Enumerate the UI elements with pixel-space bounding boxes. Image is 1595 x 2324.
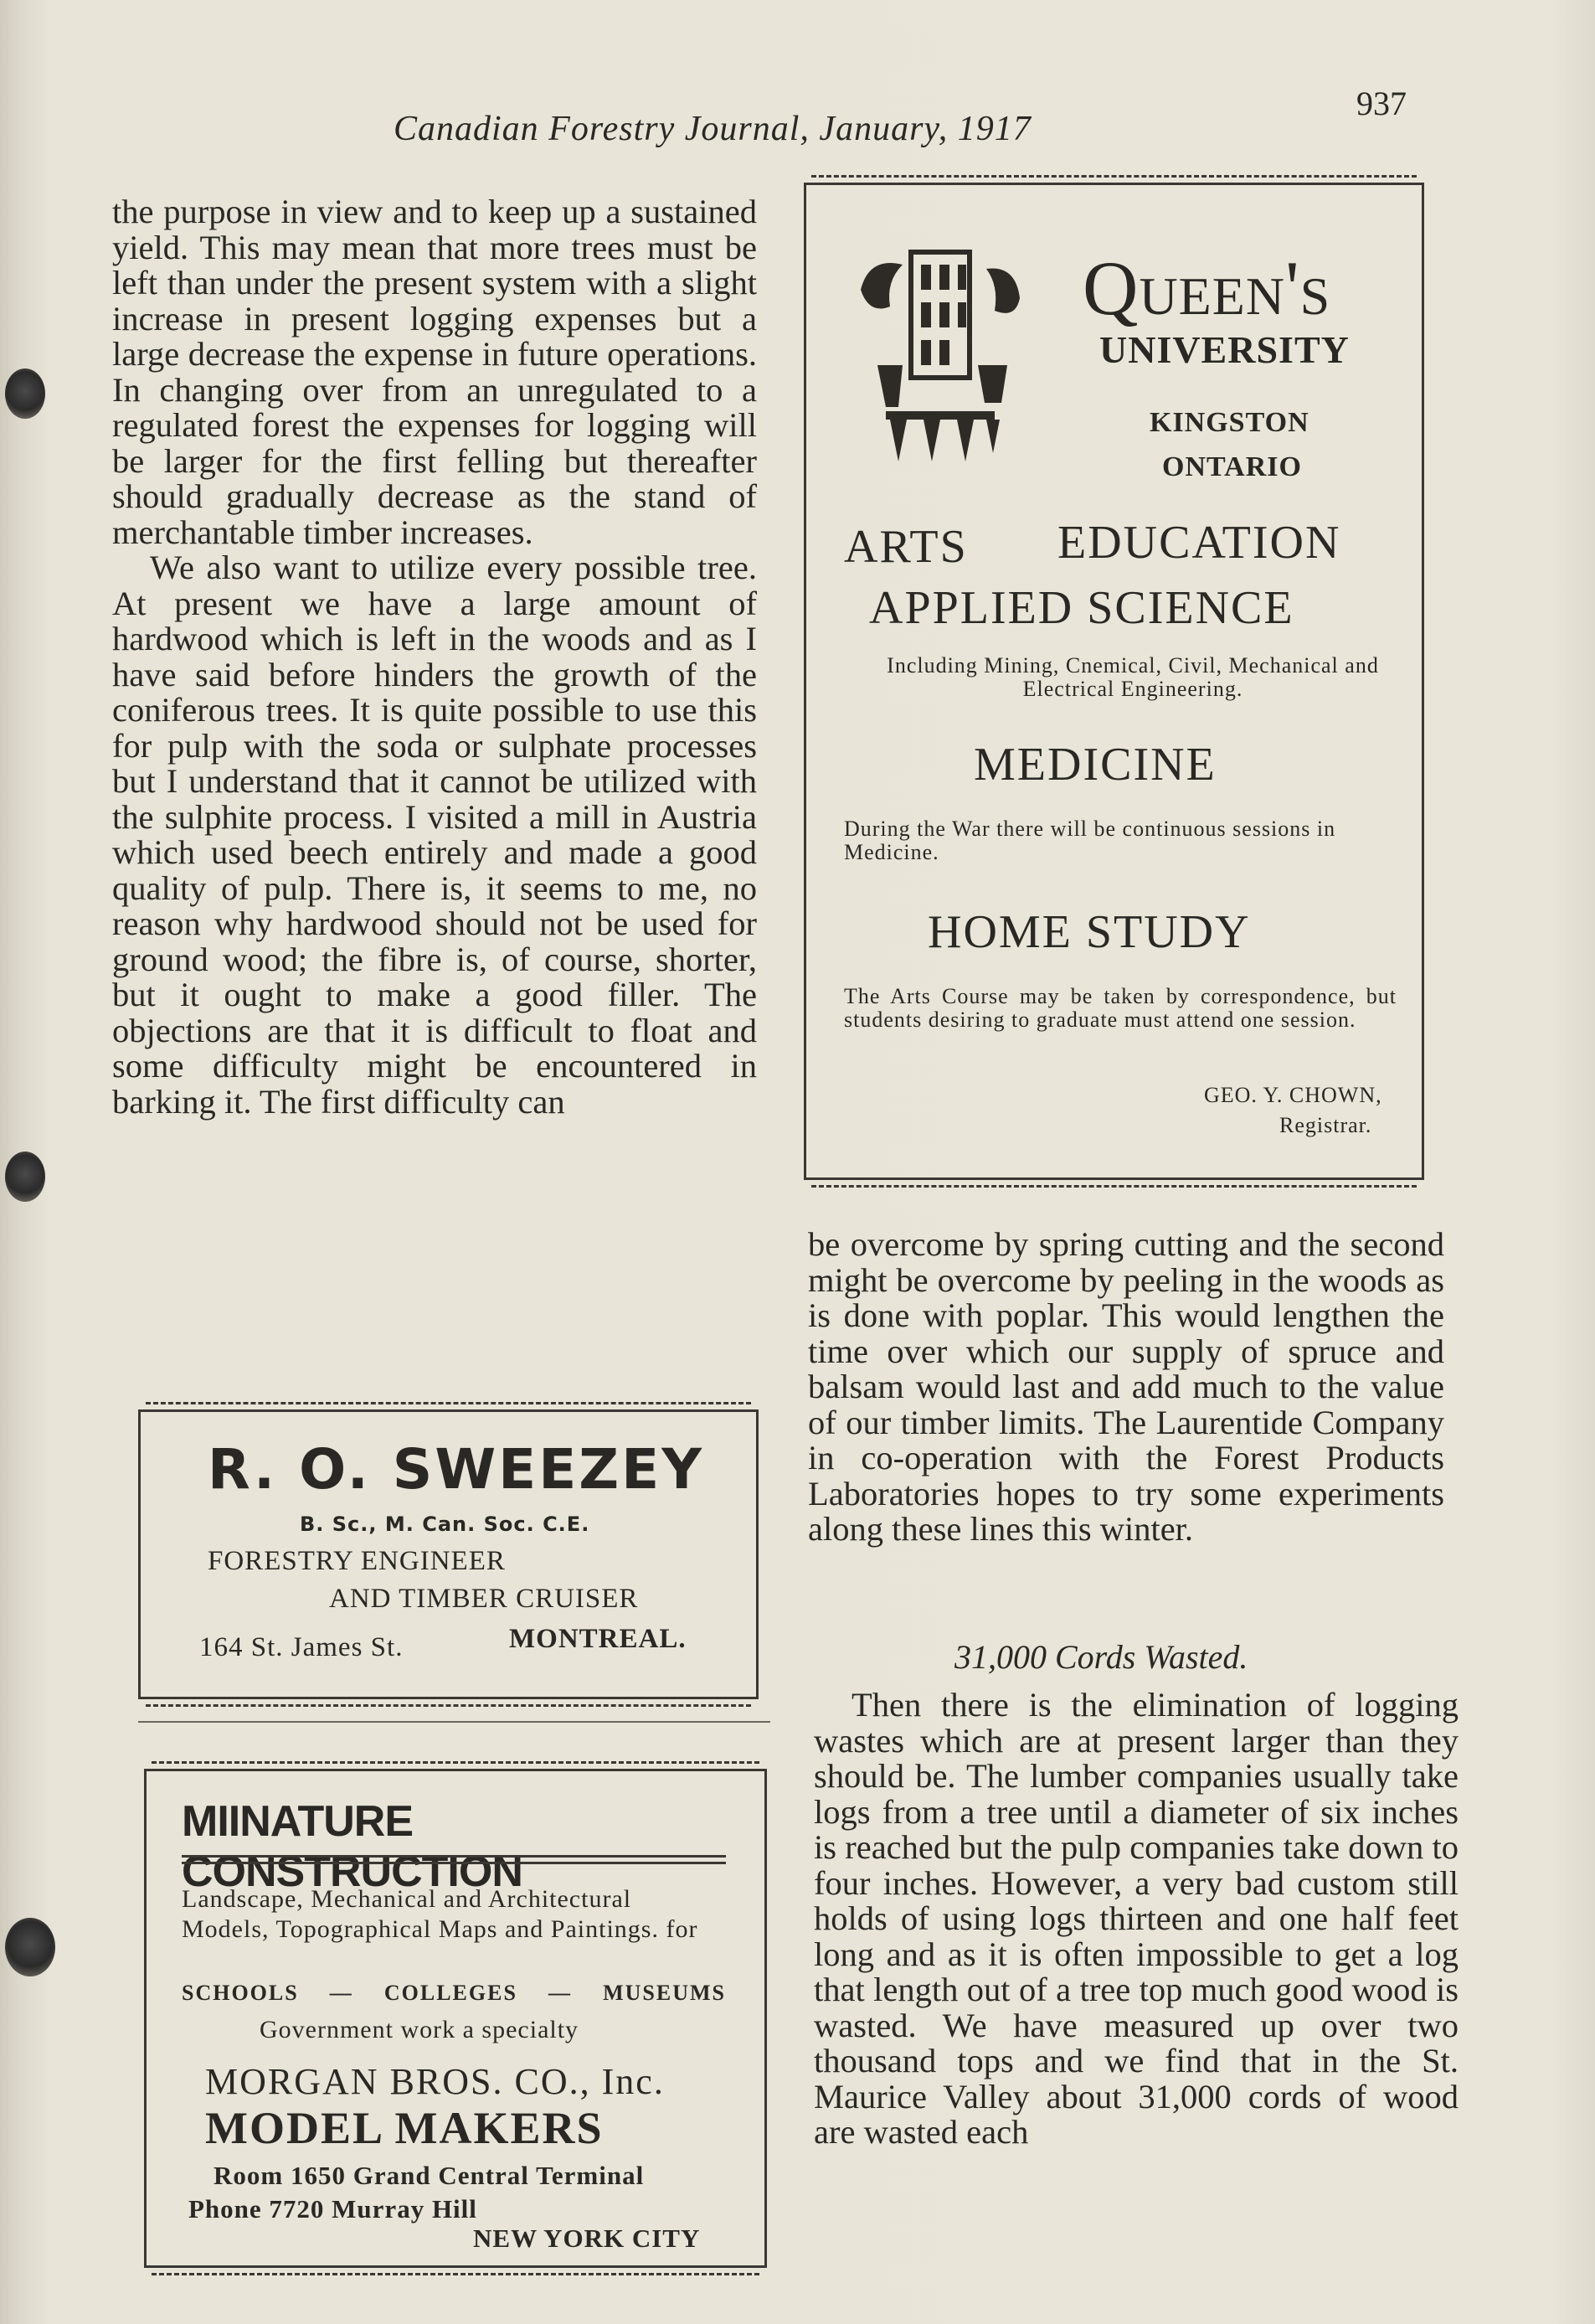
applied-science-note: Including Mining, Cnemical, Civil, Mechanical and Electrical Engineering. <box>887 653 1379 701</box>
faculty-arts: ARTS <box>844 521 968 573</box>
faculty-medicine: MEDICINE <box>974 739 1217 791</box>
audience-item: MUSEUMS <box>603 1981 726 2005</box>
medicine-note: During the War there will be continuous sessions in Medicine. <box>844 817 1336 864</box>
profession-line: FORESTRY ENGINEER <box>208 1546 506 1576</box>
university-label: UNIVERSITY <box>1099 328 1350 371</box>
binding-hole <box>5 1152 45 1202</box>
divider <box>138 1721 770 1723</box>
university-crest-icon <box>852 240 1028 466</box>
company-address: Room 1650 Grand Central Terminal <box>214 2161 645 2190</box>
company-name: MORGAN BROS. CO., Inc. <box>205 2061 665 2102</box>
audience-list <box>182 1981 726 2006</box>
province-label: ONTARIO <box>1162 451 1302 482</box>
right-column-continuation <box>808 1227 1444 1548</box>
advertiser-name: R. O. SWEEZEY <box>208 1437 705 1502</box>
sweezey-ad <box>138 1409 759 1699</box>
company-city: NEW YORK CITY <box>473 2224 701 2253</box>
paragraph: the purpose in view and to keep up a sustained yield. This may mean that more trees must be left than under the present system with a slight increase in present logging expenses but a large decrease the expense in future operations. In changing over from an unregulated to a regulated forest the expenses for logging will be larger for the first felling but thereafter should gradually decrease as the stand of merchantable timber increases. <box>112 193 757 551</box>
binding-hole <box>5 1918 55 1976</box>
ad-title: MIINATURE CONSTRUCTION <box>182 1797 522 1896</box>
specialty-line: Government work a specialty <box>260 2016 579 2043</box>
queens-title: Queen's <box>1083 245 1331 331</box>
faculty-education: EDUCATION <box>1057 517 1341 569</box>
queens-university-ad <box>804 183 1424 1180</box>
divider <box>182 1862 726 1864</box>
city-label: MONTREAL. <box>509 1624 687 1654</box>
left-column-text <box>112 194 757 1120</box>
company-trade: MODEL MAKERS <box>205 2103 604 2153</box>
separator: — <box>329 1981 353 2005</box>
running-head: Canadian Forestry Journal, January, 1917 <box>394 110 1032 148</box>
divider <box>182 1855 726 1858</box>
profession-line: AND TIMBER CRUISER <box>329 1584 639 1614</box>
home-study-heading: HOME STUDY <box>928 906 1251 958</box>
street-address: 164 St. James St. <box>199 1632 404 1662</box>
ad-description: Landscape, Mechanical and Architectural Models, Topographical Maps and Paintings. for <box>182 1885 698 1943</box>
separator: — <box>548 1981 573 2005</box>
paragraph: Then there is the elimination of logging wastes which are at present larger than they should be. The lumber companies usually take logs from a tree until a diameter of six inches is reached but the pulp companies take down to four inches. However, a very bad custom still holds of using logs thirteen and one half feet long and as it is often impossible to get a log that length out of a tree top much good wood is wasted. We have measured up over two thousand tops and we find that in the St. Maurice Valley about 31,000 cords of wood are wasted each <box>814 1686 1459 2151</box>
paragraph: be overcome by spring cutting and the second might be overcome by peeling in the woods as is done with poplar. This would lengthen the time over which our supply of spruce and balsam would last and add much to the value of our timber limits. The Laurentide Company in co-operation with the Forest Products Laboratories hopes to try some experiments along these lines this winter. <box>808 1225 1444 1548</box>
audience-item: COLLEGES <box>383 1981 517 2005</box>
advertiser-degrees: B. Sc., M. Can. Soc. C.E. <box>300 1512 590 1536</box>
binding-hole <box>5 368 45 419</box>
faculty-applied-science: APPLIED SCIENCE <box>869 582 1294 634</box>
company-phone: Phone 7720 Murray Hill <box>188 2194 477 2224</box>
page-number: 937 <box>1356 85 1407 122</box>
signatory-title: Registrar. <box>1279 1113 1372 1137</box>
signatory-name: GEO. Y. CHOWN, <box>1204 1083 1382 1107</box>
city-label: KINGSTON <box>1150 407 1309 438</box>
audience-item: SCHOOLS <box>182 1981 299 2005</box>
paragraph: We also want to utilize every possible tree. At present we have a large amount of hardwood which is left in the woods and as I have said before hinders the growth of the coniferous trees. It is quite possible to use this for pulp with the soda or sulphate processes but I understand that it cannot be utilized with the sulphite process. I visited a mill in Austria which used beech entirely and made a good quality of pulp. There is, it seems to me, no reason why hardwood should not be used for ground wood; the fibre is, of course, shorter, but it ought to make a good filler. The objections are that it is difficult to float and some difficulty might be encountered in barking it. The first difficulty can <box>112 549 757 1121</box>
home-study-note: The Arts Course may be taken by correspondence, but students desiring to graduate must attend one session. <box>844 984 1397 1032</box>
right-column-text <box>814 1688 1459 2151</box>
section-subheading: 31,000 Cords Wasted. <box>954 1638 1248 1676</box>
miniature-construction-ad <box>144 1769 767 2268</box>
